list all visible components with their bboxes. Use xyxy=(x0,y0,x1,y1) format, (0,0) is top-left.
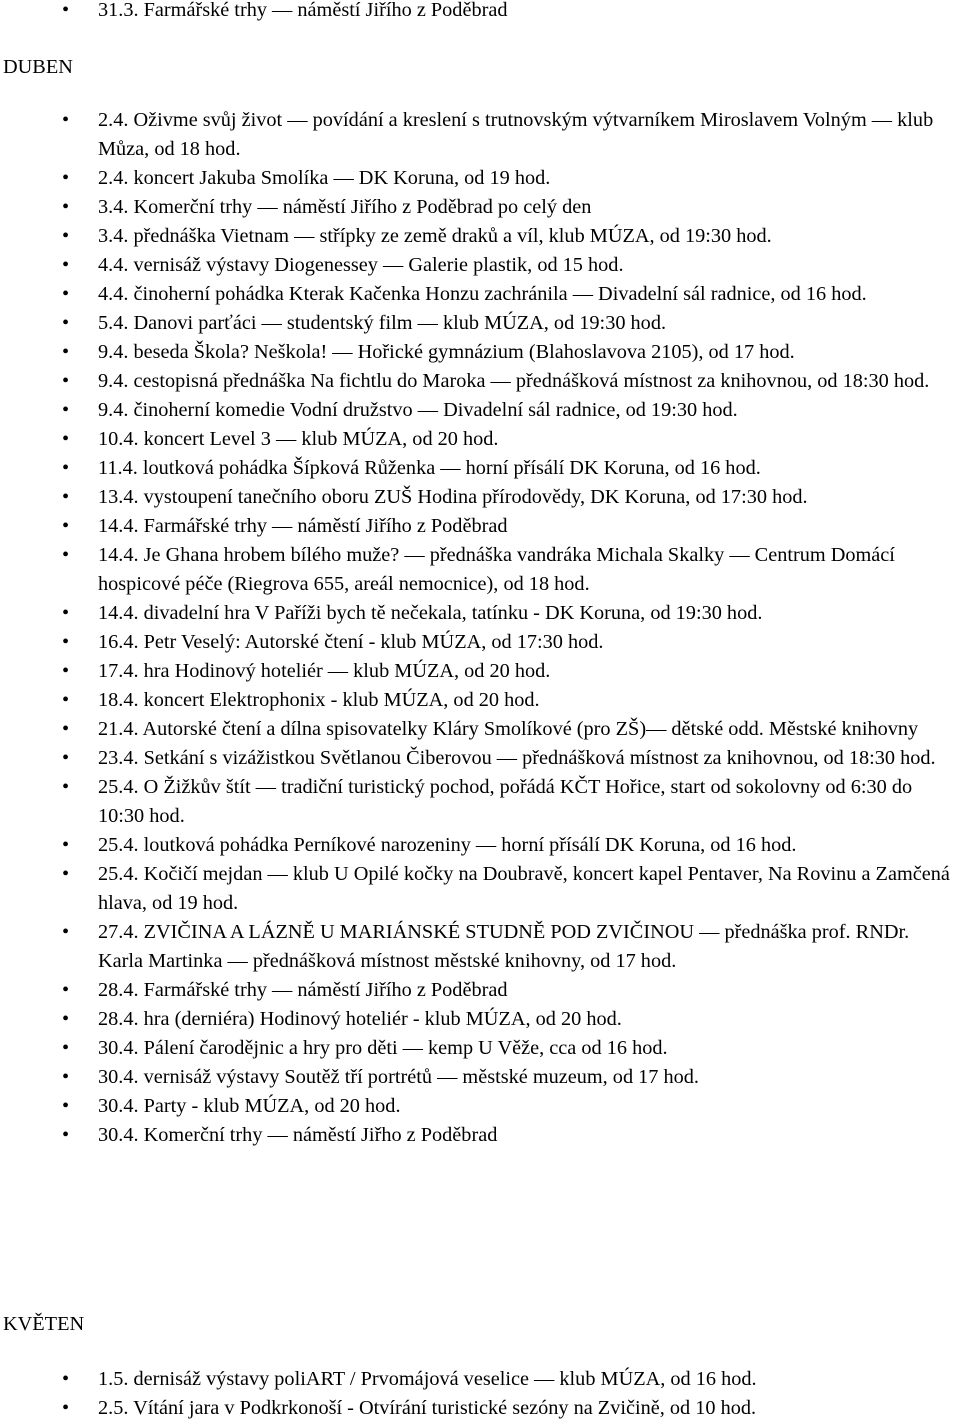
list-item: • 30.4. Party - klub MÚZA, od 20 hod. xyxy=(0,1092,960,1121)
list-item: • 4.4. vernisáž výstavy Diogenessey — Galerie plastik, od 15 hod. xyxy=(0,251,960,280)
event-list-kveten xyxy=(0,1365,960,1423)
top-event-list xyxy=(0,0,960,25)
list-item: • 31.3. Farmářské trhy — náměstí Jiřího z Poděbrad xyxy=(0,0,960,25)
list-item: • 3.4. Komerční trhy — náměstí Jiřího z Poděbrad po celý den xyxy=(0,193,960,222)
month-heading-duben: DUBEN xyxy=(3,56,73,78)
list-item: • 27.4. ZVIČINA A LÁZNĚ U MARIÁNSKÉ STUDNĚ POD ZVIČINOU — přednáška prof. RNDr. Karla Martinka — přednášková místnost městské knihovny, od 17 hod. xyxy=(0,918,960,976)
list-item: • 30.4. Pálení čarodějnic a hry pro děti — kemp U Věže, cca od 16 hod. xyxy=(0,1034,960,1063)
list-item: • 9.4. činoherní komedie Vodní družstvo — Divadelní sál radnice, od 19:30 hod. xyxy=(0,396,960,425)
list-item: • 30.4. Komerční trhy — náměstí Jiřho z Poděbrad xyxy=(0,1121,960,1150)
list-item: • 23.4. Setkání s vizážistkou Světlanou Čiberovou — přednášková místnost za knihovnou, od 18:30 hod. xyxy=(0,744,960,773)
list-item: • 5.4. Danovi parťáci — studentský film — klub MÚZA, od 19:30 hod. xyxy=(0,309,960,338)
list-item: • 17.4. hra Hodinový hoteliér — klub MÚZA, od 20 hod. xyxy=(0,657,960,686)
list-item: • 25.4. loutková pohádka Perníkové narozeniny — horní přísálí DK Koruna, od 16 hod. xyxy=(0,831,960,860)
list-item: • 28.4. Farmářské trhy — náměstí Jiřího z Poděbrad xyxy=(0,976,960,1005)
list-item: • 14.4. divadelní hra V Paříži bych tě nečekala, tatínku - DK Koruna, od 19:30 hod. xyxy=(0,599,960,628)
event-list-duben xyxy=(0,106,960,1150)
list-item: • 10.4. koncert Level 3 — klub MÚZA, od 20 hod. xyxy=(0,425,960,454)
list-item: • 9.4. beseda Škola? Neškola! — Hořické gymnázium (Blahoslavova 2105), od 17 hod. xyxy=(0,338,960,367)
list-item: • 14.4. Farmářské trhy — náměstí Jiřího z Poděbrad xyxy=(0,512,960,541)
list-item: • 16.4. Petr Veselý: Autorské čtení - klub MÚZA, od 17:30 hod. xyxy=(0,628,960,657)
list-item: • 21.4. Autorské čtení a dílna spisovatelky Kláry Smolíkové (pro ZŠ)— dětské odd. Městské knihovny xyxy=(0,715,960,744)
list-item: • 11.4. loutková pohádka Šípková Růženka — horní přísálí DK Koruna, od 16 hod. xyxy=(0,454,960,483)
list-item: • 30.4. vernisáž výstavy Soutěž tří portrétů — městské muzeum, od 17 hod. xyxy=(0,1063,960,1092)
list-item: • 2.4. koncert Jakuba Smolíka — DK Koruna, od 19 hod. xyxy=(0,164,960,193)
list-item: • 25.4. O Žižkův štít — tradiční turistický pochod, pořádá KČT Hořice, start od sokolovny od 6:30 do 10:30 hod. xyxy=(0,773,960,831)
list-item: • 4.4. činoherní pohádka Kterak Kačenka Honzu zachránila — Divadelní sál radnice, od 16 hod. xyxy=(0,280,960,309)
list-item: • 9.4. cestopisná přednáška Na fichtlu do Maroka — přednášková místnost za knihovnou, od 18:30 hod. xyxy=(0,367,960,396)
list-item: • 3.4. přednáška Vietnam — střípky ze země draků a víl, klub MÚZA, od 19:30 hod. xyxy=(0,222,960,251)
list-item: • 28.4. hra (derniéra) Hodinový hoteliér - klub MÚZA, od 20 hod. xyxy=(0,1005,960,1034)
list-item: • 25.4. Kočičí mejdan — klub U Opilé kočky na Doubravě, koncert kapel Pentaver, Na Rovinu a Zamčená hlava, od 19 hod. xyxy=(0,860,960,918)
list-item: • 2.4. Oživme svůj život — povídání a kreslení s trutnovským výtvarníkem Miroslavem Volným — klub Můza, od 18 hod. xyxy=(0,106,960,164)
list-item: • 14.4. Je Ghana hrobem bílého muže? — přednáška vandráka Michala Skalky — Centrum Domácí hospicové péče (Riegrova 655, areál nemocnice), od 18 hod. xyxy=(0,541,960,599)
list-item: • 2.5. Vítání jara v Podkrkonoší - Otvírání turistické sezóny na Zvičině, od 10 hod. xyxy=(0,1394,960,1423)
month-heading-kveten: KVĚTEN xyxy=(3,1313,85,1335)
list-item: • 18.4. koncert Elektrophonix - klub MÚZA, od 20 hod. xyxy=(0,686,960,715)
list-item: • 13.4. vystoupení tanečního oboru ZUŠ Hodina přírodovědy, DK Koruna, od 17:30 hod. xyxy=(0,483,960,512)
list-item: • 1.5. dernisáž výstavy poliART / Prvomájová veselice — klub MÚZA, od 16 hod. xyxy=(0,1365,960,1394)
